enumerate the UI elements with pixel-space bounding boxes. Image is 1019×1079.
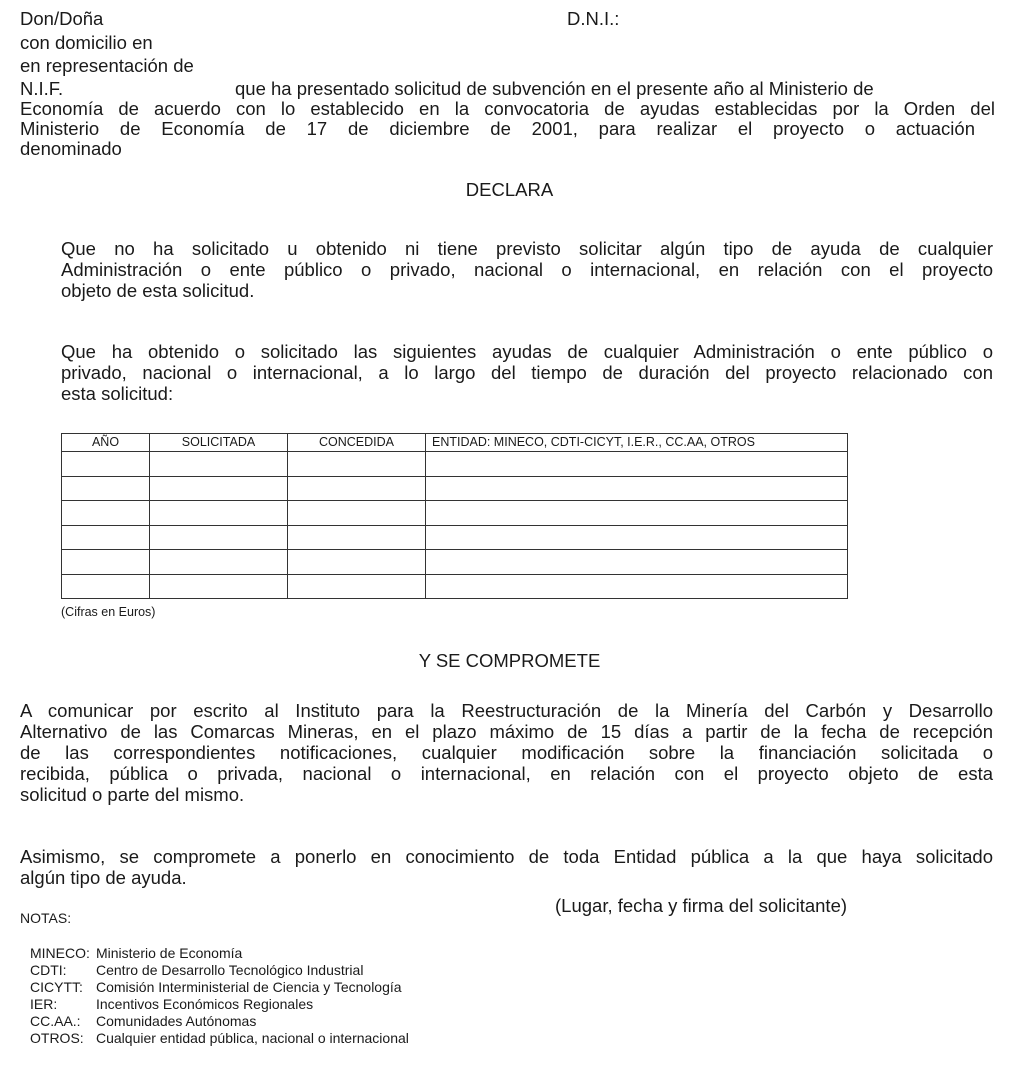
cell-entidad[interactable]: [426, 525, 848, 550]
notas-title: NOTAS:: [20, 910, 72, 926]
cell-entidad[interactable]: [426, 452, 848, 477]
nota-abbr: CDTI:: [30, 962, 67, 978]
intro-line-1: que ha presentado solicitud de subvención en el presente año al Ministerio de: [235, 78, 874, 99]
cell-solicitada[interactable]: [150, 574, 288, 599]
table-header-row: [62, 434, 848, 452]
cell-concedida[interactable]: [288, 550, 426, 575]
compromete-p2-line-1: Asimismo, se compromete a ponerlo en conocimiento de toda Entidad pública a la que haya solicitado: [20, 846, 993, 867]
compromete-heading: Y SE COMPROMETE: [418, 650, 601, 671]
domicilio-label: con domicilio en: [20, 32, 153, 53]
declara-heading: DECLARA: [465, 179, 554, 200]
cell-solicitada[interactable]: [150, 501, 288, 526]
declara-p1-line-2: Administración o ente público o privado, nacional o internacional, en relación con el proyecto: [61, 259, 993, 280]
cell-solicitada[interactable]: [150, 550, 288, 575]
cell-concedida[interactable]: [288, 452, 426, 477]
cell-entidad[interactable]: [426, 550, 848, 575]
representacion-label: en representación de: [20, 55, 194, 76]
nota-item: [30, 1030, 409, 1046]
cell-ano[interactable]: [62, 476, 150, 501]
ayudas-table: [61, 433, 848, 599]
compromete-p1-line-3: de las correspondientes notificaciones, cualquier modificación sobre la financiación solicitada o: [20, 742, 993, 763]
declara-p1-line-1: Que no ha solicitado u obtenido ni tiene previsto solicitar algún tipo de ayuda de cualquier: [61, 238, 993, 259]
declara-p2-line-1: Que ha obtenido o solicitado las siguientes ayudas de cualquier Administración o ente público o: [61, 341, 993, 362]
cell-entidad[interactable]: [426, 476, 848, 501]
compromete-p1-line-5: solicitud o parte del mismo.: [20, 784, 245, 805]
cell-ano[interactable]: [62, 525, 150, 550]
nota-abbr: CC.AA.:: [30, 1013, 81, 1029]
nota-item: [30, 979, 402, 995]
table-row: [62, 501, 848, 526]
col-ano: AÑO: [62, 434, 150, 452]
nota-item: [30, 945, 242, 961]
intro-line-3: Ministerio de Economía de 17 de diciembre de 2001, para realizar el proyecto o actuación: [20, 118, 975, 139]
intro-line-2: Economía de acuerdo con lo establecido en la convocatoria de ayudas establecidas por la Orden del: [20, 98, 995, 119]
cell-concedida[interactable]: [288, 574, 426, 599]
nota-abbr: MINECO:: [30, 945, 90, 961]
cell-concedida[interactable]: [288, 525, 426, 550]
table-row: [62, 452, 848, 477]
compromete-p1-line-1: A comunicar por escrito al Instituto para la Reestructuración de la Minería del Carbón y Desarrollo: [20, 700, 993, 721]
nota-desc: Cualquier entidad pública, nacional o internacional: [96, 1030, 409, 1046]
nota-desc: Centro de Desarrollo Tecnológico Industrial: [96, 962, 364, 978]
col-solicitada: SOLICITADA: [150, 434, 288, 452]
col-entidad: ENTIDAD: MINECO, CDTI-CICYT, I.E.R., CC.AA, OTROS: [426, 434, 848, 452]
declara-p2-line-3: esta solicitud:: [61, 383, 174, 404]
table-row: [62, 525, 848, 550]
nota-desc: Ministerio de Economía: [96, 945, 243, 961]
table-row: [62, 574, 848, 599]
cell-concedida[interactable]: [288, 476, 426, 501]
cell-solicitada[interactable]: [150, 476, 288, 501]
compromete-p2-line-2: algún tipo de ayuda.: [20, 867, 187, 888]
dni-label: D.N.I.:: [567, 8, 620, 29]
nota-abbr: IER:: [30, 996, 58, 1012]
nota-desc: Incentivos Económicos Regionales: [96, 996, 314, 1012]
cell-ano[interactable]: [62, 501, 150, 526]
intro-line-4: denominado: [20, 138, 122, 159]
declara-p2-line-2: privado, nacional o internacional, a lo largo del tiempo de duración del proyecto relacionado con: [61, 362, 993, 383]
firma-label: (Lugar, fecha y firma del solicitante): [555, 895, 848, 916]
cell-ano[interactable]: [62, 574, 150, 599]
col-concedida: CONCEDIDA: [288, 434, 426, 452]
table-row: [62, 550, 848, 575]
cell-solicitada[interactable]: [150, 452, 288, 477]
nota-desc: Comunidades Autónomas: [96, 1013, 257, 1029]
cell-solicitada[interactable]: [150, 525, 288, 550]
nif-label: N.I.F.: [20, 78, 64, 99]
don-dona-label: Don/Doña: [20, 8, 104, 29]
cell-ano[interactable]: [62, 550, 150, 575]
table-row: [62, 476, 848, 501]
cell-ano[interactable]: [62, 452, 150, 477]
compromete-p1-line-4: recibida, pública o privada, nacional o internacional, en relación con el proyecto objeto de esta: [20, 763, 993, 784]
compromete-p1-line-2: Alternativo de las Comarcas Mineras, en el plazo máximo de 15 días a partir de la fecha de recepción: [20, 721, 993, 742]
nota-item: [30, 962, 363, 978]
nota-item: [30, 1013, 256, 1029]
nota-abbr: CICYTT:: [30, 979, 83, 995]
cell-entidad[interactable]: [426, 501, 848, 526]
cifras-note: (Cifras en Euros): [61, 605, 156, 619]
nota-item: [30, 996, 313, 1012]
nota-abbr: OTROS:: [30, 1030, 84, 1046]
cell-entidad[interactable]: [426, 574, 848, 599]
cell-concedida[interactable]: [288, 501, 426, 526]
declara-p1-line-3: objeto de esta solicitud.: [61, 280, 255, 301]
nota-desc: Comisión Interministerial de Ciencia y Tecnología: [96, 979, 402, 995]
